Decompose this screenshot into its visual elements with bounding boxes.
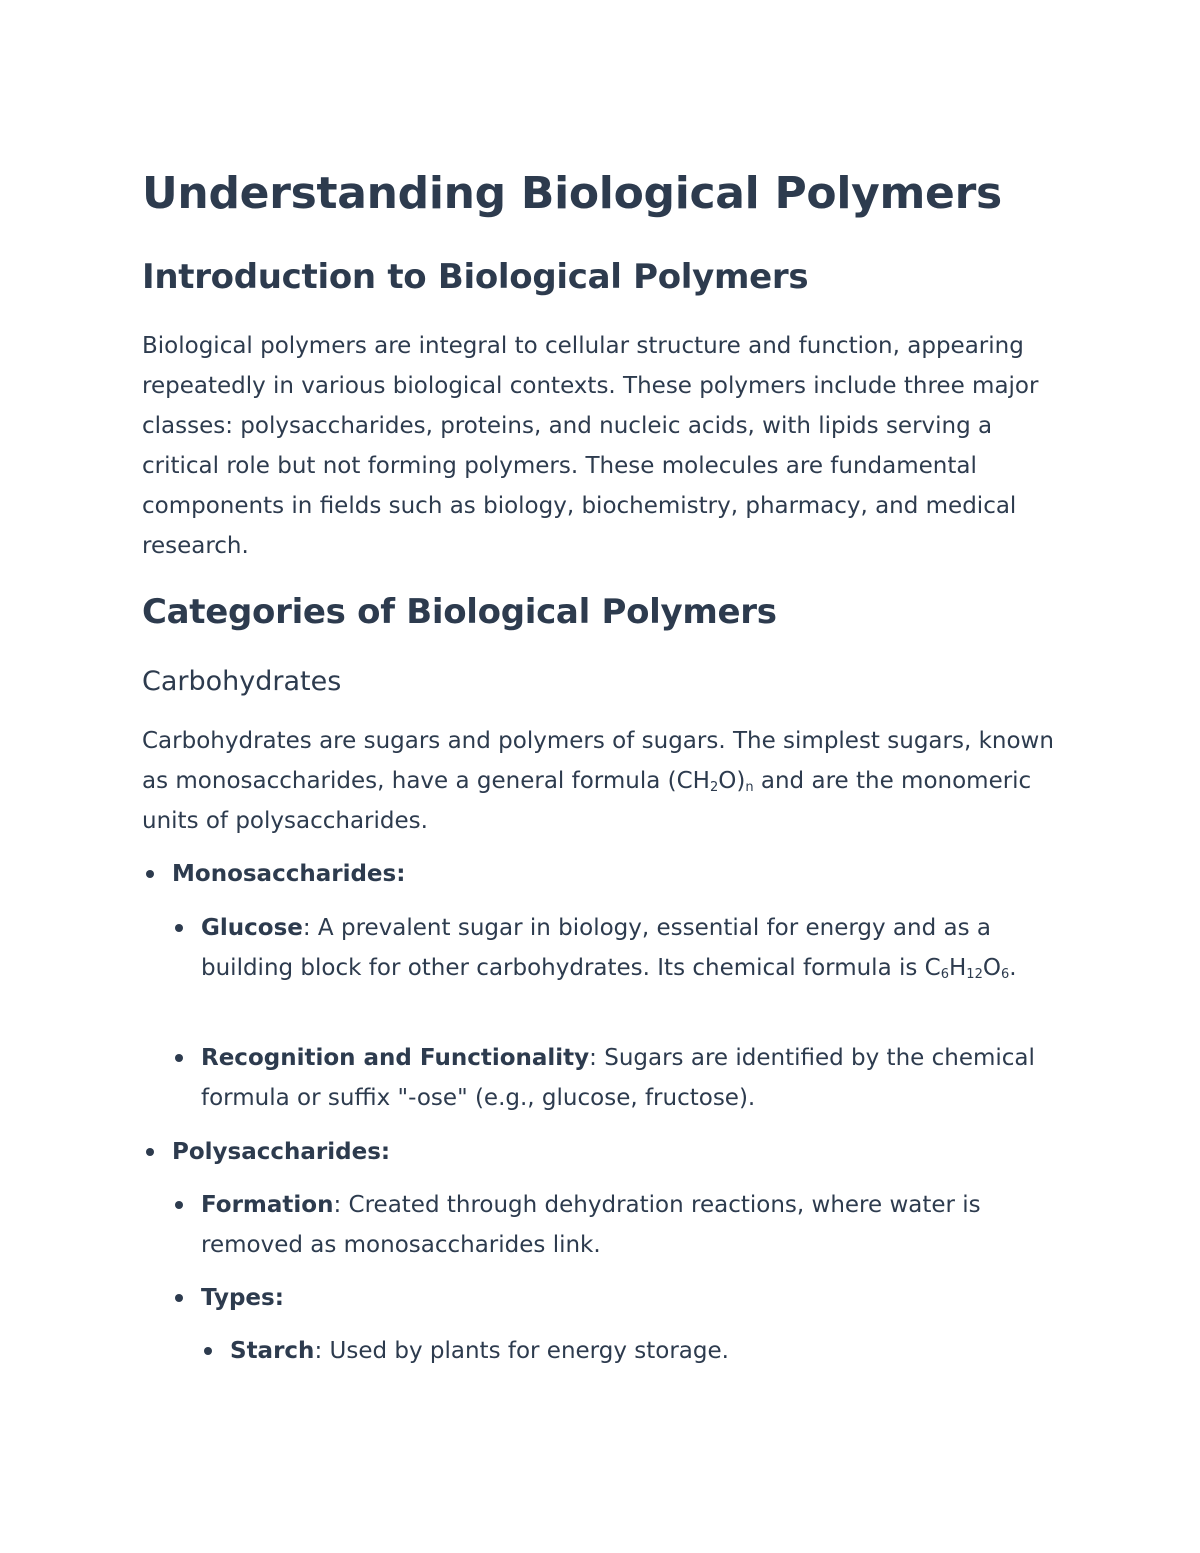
categories-heading: Categories of Biological Polymers: [142, 592, 777, 632]
bullet-icon: [175, 1054, 183, 1062]
carbohydrates-paragraph-text: Carbohydrates are sugars and polymers of sugars. The simplest sugars, known as monosaccharides, have a general formula (CH: [142, 728, 1054, 794]
list-item-text: : Created through dehydration reactions, where water is removed as monosaccharides link.: [201, 1192, 981, 1258]
document-title: Understanding Biological Polymers: [142, 168, 1002, 219]
list-item-text: : Used by plants for energy storage.: [314, 1338, 729, 1364]
list-item-text: .: [1009, 955, 1017, 981]
formula-subscript: 2: [709, 780, 719, 795]
bullet-icon: [146, 1148, 154, 1156]
list-item-formation: [201, 1185, 1041, 1265]
formula-subscript: 12: [966, 967, 983, 982]
list-item-text: : Sugars are identified by the chemical formula or suffix "-ose" (e.g., glucose, fructose).: [201, 1045, 1035, 1111]
list-item-text: O: [982, 955, 1001, 981]
bullet-icon: [175, 1294, 183, 1302]
bullet-icon: [175, 924, 183, 932]
list-item-text: H: [949, 955, 967, 981]
list-item-label: Monosaccharides:: [172, 861, 406, 887]
list-item-glucose: [201, 908, 1051, 988]
bullet-icon: [146, 870, 154, 878]
list-item-label: Glucose: [201, 915, 303, 941]
list-item-label: Formation: [201, 1192, 334, 1218]
list-item-label: Starch: [230, 1338, 315, 1364]
formula-subscript: 6: [1000, 967, 1010, 982]
list-item-label: Polysaccharides:: [172, 1139, 391, 1165]
list-item-label: Types:: [201, 1285, 284, 1311]
list-item-starch: [230, 1331, 1050, 1371]
bullet-icon: [175, 1201, 183, 1209]
list-item-text: : A prevalent sugar in biology, essential for energy and as a building block for other carbohydrates. Its chemical formula is C: [201, 915, 991, 981]
carbohydrates-heading: Carbohydrates: [142, 666, 342, 697]
list-item-recognition: [201, 1038, 1061, 1118]
bullet-icon: [204, 1347, 212, 1355]
formula-subscript: 6: [940, 967, 949, 982]
list-item-label: Recognition and Functionality: [201, 1045, 590, 1071]
intro-paragraph: Biological polymers are integral to cellular structure and function, appearing repeatedly in various biological contexts. These polymers include three major classes: polysaccharides, proteins, and nucleic acids, with lipids serving a critical role but not forming polymers. These molecules are fundamental components in fields such as biology, biochemistry, pharmacy, and medical research.: [142, 333, 1039, 559]
carbohydrates-paragraph-text: O): [718, 768, 746, 794]
intro-heading: Introduction to Biological Polymers: [142, 257, 809, 297]
formula-subscript: n: [745, 780, 754, 795]
carbohydrates-paragraph-text: and are the monomeric units of polysaccharides.: [142, 768, 1032, 834]
list-item-polysaccharides: [172, 1132, 1052, 1172]
carbohydrates-paragraph: [142, 721, 1062, 841]
list-item-monosaccharides: [172, 854, 1052, 894]
list-item-types: [201, 1278, 1041, 1318]
